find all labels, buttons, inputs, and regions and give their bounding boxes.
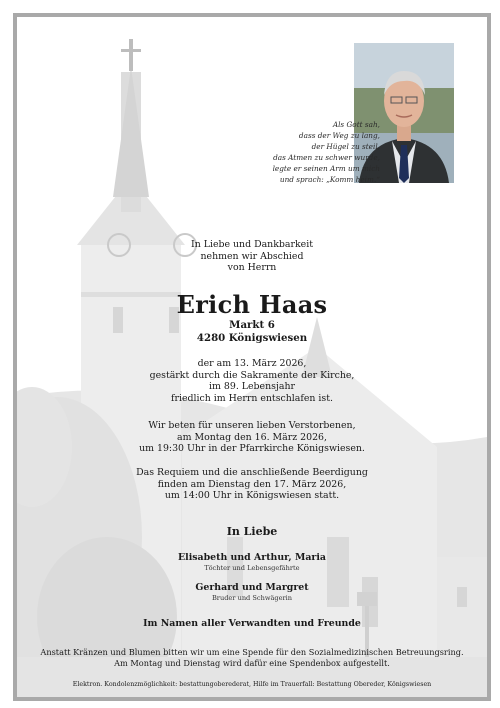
intro-line: von Herrn [227, 262, 277, 274]
intro-line: In Liebe und Dankbarkeit [191, 239, 313, 250]
funeral-notice [17, 467, 487, 502]
poem-line: und sprach: „Komm heim.“ [279, 175, 380, 184]
deceased-name: Erich Haas [176, 290, 328, 319]
poem-line: das Atmen zu schwer wurde, [273, 153, 380, 162]
mourner-2 [17, 582, 487, 603]
prayer-line: Wir beten für unseren lieben Verstorbenen, [148, 420, 356, 431]
poem-line: legte er seinen Arm um mich [272, 164, 380, 173]
address-town: 4280 Königswiesen [196, 332, 308, 344]
mourner-relation: Töchter und Lebensgefährte [204, 564, 300, 572]
donation-line: Am Montag und Dienstag wird dafür eine Spendenbox aufgestellt. [114, 657, 390, 668]
address-street: Markt 6 [229, 319, 275, 331]
death-notice-line: im 89. Lebensjahr [209, 381, 295, 393]
death-notice-line: der am 13. März 2026, [197, 358, 307, 369]
poem-line: Als Gott sah, [332, 120, 380, 129]
deceased-address [17, 319, 487, 345]
relatives-line: Im Namen aller Verwandten und Freunde [143, 618, 361, 629]
intro-text [17, 239, 487, 274]
funeral-line: um 14:00 Uhr in Königswiesen statt. [164, 490, 340, 502]
poem-line: dass der Weg zu lang, [298, 131, 380, 140]
prayer-line: um 19:30 Uhr in der Pfarrkirche Königswiesen. [139, 443, 365, 455]
donation-line: Anstatt Kränzen und Blumen bitten wir um eine Spende für den Sozialmedizinischen Betreuungsring. [40, 647, 464, 657]
mourner-relation: Bruder und Schwägerin [211, 594, 293, 602]
in-love-heading: In Liebe [226, 525, 278, 538]
death-notice-line: friedlich im Herrn entschlafen ist. [171, 393, 333, 405]
mourner-names: Elisabeth und Arthur, Maria [178, 552, 326, 563]
funeral-line: Das Requiem und die anschließende Beerdigung [136, 467, 368, 478]
poem-line: der Hügel zu steil, [311, 142, 380, 151]
funeral-line: finden am Dienstag den 17. März 2026, [157, 478, 347, 490]
mourner-names: Gerhard und Margret [195, 582, 309, 593]
poem [222, 119, 380, 185]
death-notice [17, 358, 487, 405]
donation-notice [17, 647, 487, 668]
death-notice-line: gestärkt durch die Sakramente der Kirche, [149, 369, 355, 381]
intro-line: nehmen wir Abschied [200, 250, 304, 262]
prayer-notice [17, 420, 487, 455]
mourner-1 [17, 552, 487, 573]
footer-text: Elektron. Kondolenzmöglichkeit: bestattungoberederat, Hilfe im Trauerfall: Bestattung Obereder, Königswiesen [72, 681, 432, 688]
prayer-line: am Montag den 16. März 2026, [177, 431, 327, 443]
obituary-card [13, 13, 491, 701]
